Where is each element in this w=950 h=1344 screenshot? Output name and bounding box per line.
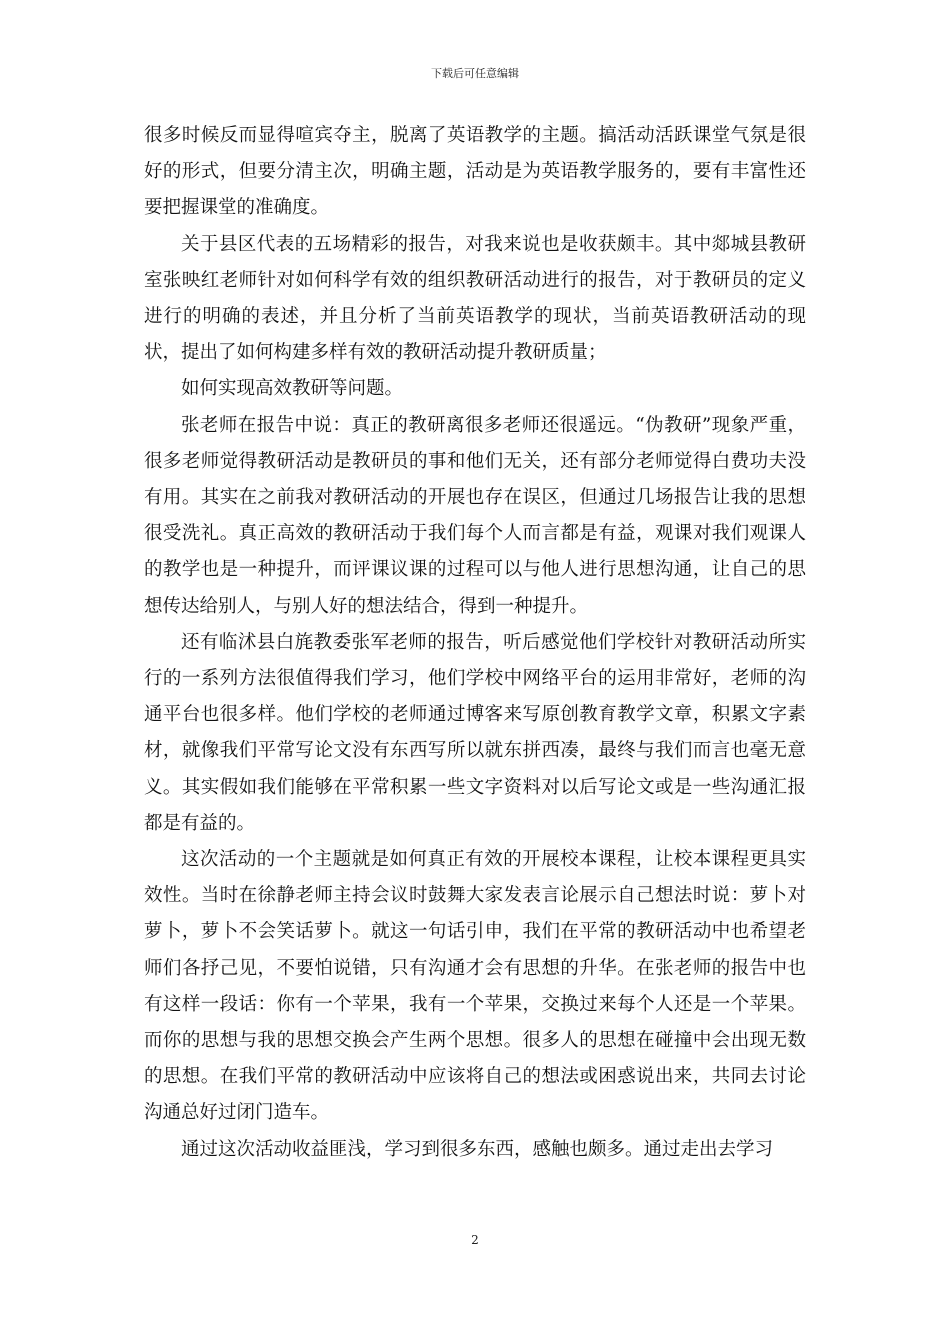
paragraph: 关于县区代表的五场精彩的报告，对我来说也是收获颇丰。其中郯城县教研室张映红老师针对如何科学有效的组织教研活动进行的报告，对于教研员的定义进行的明确的表述，并且分析了当前英语教学的现状，当前英语教研活动的现状，提出了如何构建多样有效的教研活动提升教研质量； xyxy=(144,233,806,364)
page-number: 2 xyxy=(471,1233,479,1247)
paragraph: 很多时候反而显得喧宾夺主，脱离了英语教学的主题。搞活动活跃课堂气氛是很好的形式，但要分清主次，明确主题，活动是为英语教学服务的，要有丰富性还要把握课堂的准确度。 xyxy=(144,125,806,219)
paragraph: 这次活动的一个主题就是如何真正有效的开展校本课程，让校本课程更具实效性。当时在徐静老师主持会议时鼓舞大家发表言论展示自己想法时说：萝卜对萝卜，萝卜不会笑话萝卜。就这一句话引申，我们在平常的教研活动中也希望老师们各抒己见，不要怕说错，只有沟通才会有思想的升华。在张老师的报告中也有这样一段话：你有一个苹果，我有一个苹果，交换过来每个人还是一个苹果。而你的思想与我的思想交换会产生两个思想。很多人的思想在碰撞中会出现无数的思想。在我们平常的教研活动中应该将自己的想法或困惑说出来，共同去讨论沟通总好过闭门造车。 xyxy=(144,849,806,1124)
paragraph: 还有临沭县白旄教委张军老师的报告，听后感觉他们学校针对教研活动所实行的一系列方法很值得我们学习，他们学校中网络平台的运用非常好，老师的沟通平台也很多样。他们学校的老师通过博客来写原创教育教学文章，积累文字素材，就像我们平常写论文没有东西写所以就东拼西凑，最终与我们而言也毫无意义。其实假如我们能够在平常积累一些文字资料对以后写论文或是一些沟通汇报都是有益的。 xyxy=(144,631,806,834)
page-header: 下载后可任意编辑 xyxy=(431,67,519,80)
paragraph: 通过这次活动收益匪浅，学习到很多东西，感触也颇多。通过走出去学习 xyxy=(181,1138,774,1160)
document-body xyxy=(144,118,806,1168)
paragraph: 如何实现高效教研等问题。 xyxy=(181,378,404,400)
paragraph: 张老师在报告中说：真正的教研离很多老师还很遥远。“伪教研”现象严重，很多老师觉得教研活动是教研员的事和他们无关，还有部分老师觉得白费功夫没有用。其实在之前我对教研活动的开展也存在误区，但通过几场报告让我的思想很受洗礼。真正高效的教研活动于我们每个人而言都是有益，观课对我们观课人的教学也是一种提升，而评课议课的过程可以与他人进行思想沟通，让自己的思想传达给别人，与别人好的想法结合，得到一种提升。 xyxy=(144,414,806,617)
